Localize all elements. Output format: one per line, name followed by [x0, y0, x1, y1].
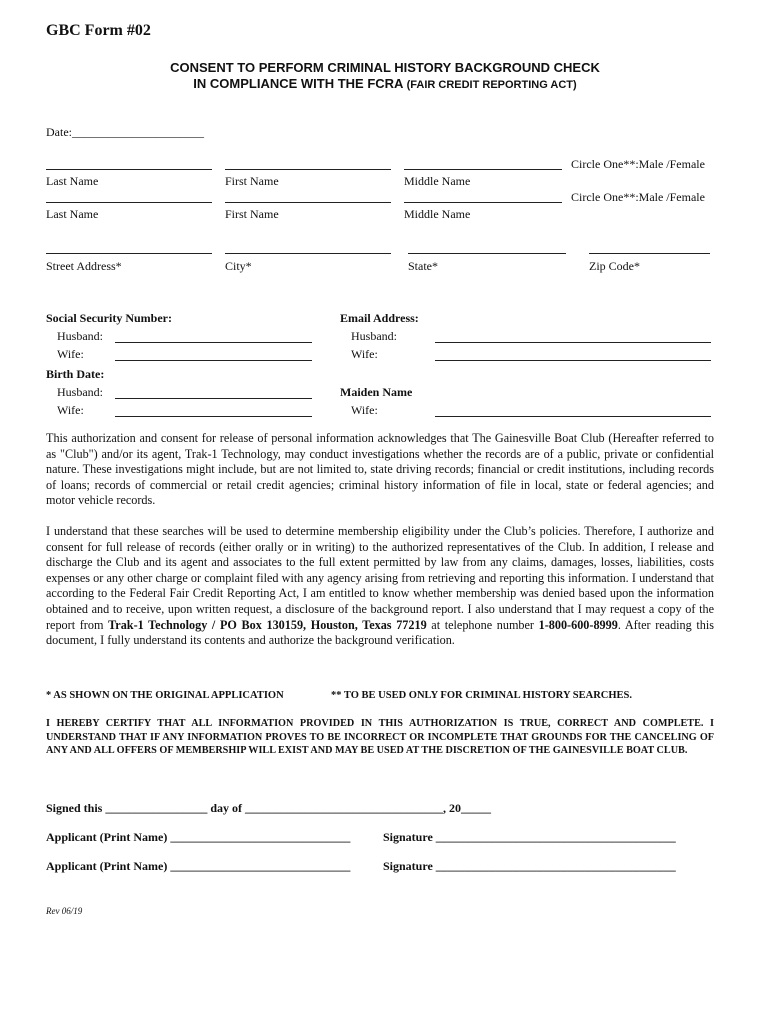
first-name-line-2[interactable] [225, 202, 391, 203]
last-name-line-2[interactable] [46, 202, 212, 203]
state-line[interactable] [408, 253, 566, 254]
last-name-label-2: Last Name [46, 207, 99, 221]
note-original-application: * AS SHOWN ON THE ORIGINAL APPLICATION [46, 690, 284, 701]
understanding-text-b: at telephone number [426, 617, 539, 632]
city-line[interactable] [225, 253, 391, 254]
ssn-husband-line[interactable] [115, 342, 312, 343]
ssn-wife-label: Wife: [57, 347, 84, 361]
ssn-heading: Social Security Number: [46, 311, 172, 325]
understanding-paragraph [46, 524, 714, 649]
signed-date-line[interactable]: Signed this _________________ day of _________________________________, 20_____ [46, 801, 492, 815]
birth-wife-label: Wife: [57, 403, 84, 417]
maiden-wife-label: Wife: [351, 403, 378, 417]
city-label: City* [225, 259, 252, 273]
note-criminal-history-text: ** TO BE USED ONLY FOR CRIMINAL HISTORY SEARCHES [331, 690, 630, 701]
last-name-line-1[interactable] [46, 169, 212, 170]
first-name-label-2: First Name [225, 207, 279, 221]
gender-circle-1[interactable]: Circle One**:Male /Female [571, 157, 705, 171]
birth-husband-label: Husband: [57, 385, 103, 399]
ssn-husband-label: Husband: [57, 329, 103, 343]
first-name-line-1[interactable] [225, 169, 391, 170]
ssn-wife-line[interactable] [115, 360, 312, 361]
state-label: State* [408, 259, 438, 273]
title-fcra-expansion: (FAIR CREDIT REPORTING ACT) [406, 79, 577, 91]
signature-line-1[interactable]: Signature ________________________________________ [383, 830, 676, 844]
understanding-text-a: I understand that these searches will be used to determine membership eligibility under the Club’s policies. Therefore, I authorize and consent for full release of records (either orally or in writing) to the authorized representatives of the Club. In addition, I release and discharge the Club and its agent and associates to the full extent permitted by law from any claims, damages, losses, liabilities, costs expenses or any other charge or complaint filed with any agency arising from retrieving and reporting this information. I understand that according to the Federal Fair Credit Reporting Act, I am entitled to know whether membership was denied based upon the information obtained and to receive, upon written request, a disclosure of the background report. I also understand that I may request a copy of the report from [46, 524, 714, 632]
middle-name-label-1: Middle Name [404, 174, 471, 188]
middle-name-line-2[interactable] [404, 202, 562, 203]
applicant-print-name-1[interactable]: Applicant (Print Name) ______________________________ [46, 830, 351, 844]
understanding-text-c: . After reading this document, I fully understand its contents and authorize the background verification. [46, 617, 714, 648]
birth-wife-line[interactable] [115, 416, 312, 417]
street-address-line[interactable] [46, 253, 212, 254]
gender-circle-2[interactable]: Circle One**:Male /Female [571, 190, 705, 204]
middle-name-label-2: Middle Name [404, 207, 471, 221]
birth-husband-line[interactable] [115, 398, 312, 399]
signature-line-2[interactable]: Signature ________________________________________ [383, 859, 676, 873]
form-title-line1: CONSENT TO PERFORM CRIMINAL HISTORY BACKGROUND CHECK [170, 60, 600, 75]
note-criminal-history: ** TO BE USED ONLY FOR CRIMINAL HISTORY SEARCHES. [331, 690, 632, 701]
trak1-address: Trak-1 Technology / PO Box 130159, Houston, Texas 77219 [108, 617, 427, 632]
form-number: GBC Form #02 [46, 22, 151, 39]
zip-code-label: Zip Code* [589, 259, 640, 273]
middle-name-line-1[interactable] [404, 169, 562, 170]
email-wife-line[interactable] [435, 360, 711, 361]
email-husband-label: Husband: [351, 329, 397, 343]
email-heading: Email Address: [340, 311, 419, 325]
email-husband-line[interactable] [435, 342, 711, 343]
last-name-label-1: Last Name [46, 174, 99, 188]
trak1-phone: 1-800-600-8999 [538, 617, 618, 632]
maiden-name-heading: Maiden Name [340, 385, 413, 399]
applicant-print-name-2[interactable]: Applicant (Print Name) ______________________________ [46, 859, 351, 873]
revision-date: Rev 06/19 [46, 906, 83, 916]
title-fcra: IN COMPLIANCE WITH THE FCRA [193, 76, 403, 91]
first-name-label-1: First Name [225, 174, 279, 188]
date-field[interactable]: Date:______________________ [46, 125, 204, 139]
form-title-line2 [0, 76, 770, 91]
certification-statement: I HEREBY CERTIFY THAT ALL INFORMATION PROVIDED IN THIS AUTHORIZATION IS TRUE, CORRECT AND COMPLETE. I UNDERSTAND THAT IF ANY INFORMATION PROVES TO BE INCORRECT OR INCOMPLETE THAT GROUNDS FOR THE CANCELING OF ANY AND ALL OFFERS OF MEMBERSHIP WILL EXIST AND MAY BE USED AT THE DISCRETION OF THE GAINESVILLE BOAT CLUB. [46, 718, 714, 757]
authorization-paragraph: This authorization and consent for release of personal information acknowledges that The Gainesville Boat Club (Hereafter referred to as "Club") and/or its agent, Trak-1 Technology, may conduct investigations whether the records are of a public, private or confidential nature. These investigations might include, but are not limited to, state driving records; financial or credit institutions, including records of loans; records of commercial or retail credit agencies; criminal history information of file in local, state or federal agencies; and motor vehicle records. [46, 431, 714, 508]
zip-code-line[interactable] [589, 253, 710, 254]
street-address-label: Street Address* [46, 259, 122, 273]
birth-date-heading: Birth Date: [46, 367, 105, 381]
email-wife-label: Wife: [351, 347, 378, 361]
maiden-wife-line[interactable] [435, 416, 711, 417]
